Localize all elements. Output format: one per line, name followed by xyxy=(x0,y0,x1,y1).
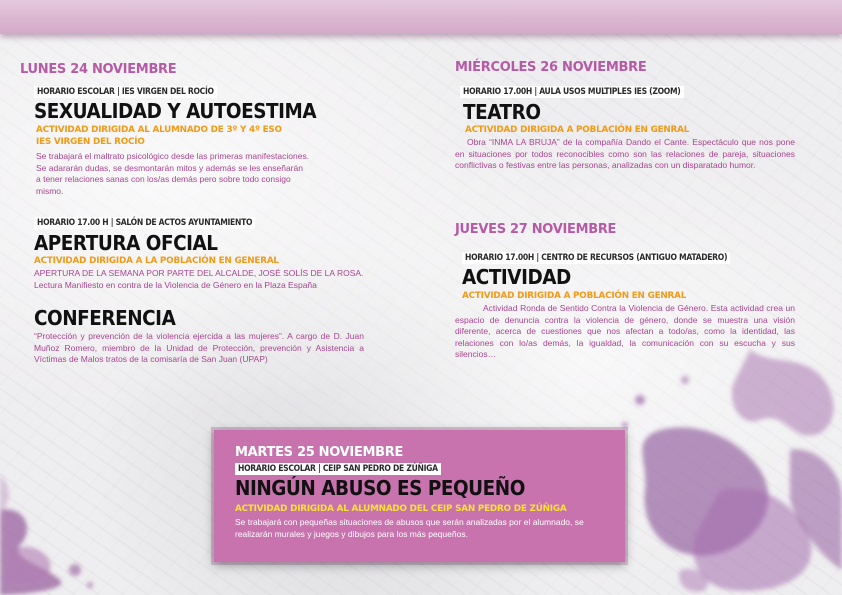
event-audience: ACTIVIDAD DIRIGIDA A POBLACIÓN EN GENRAL xyxy=(465,125,690,135)
text-line: Se adararán dudas, se desmontarán mitos y además se les enseñarán xyxy=(36,162,303,173)
text-line: Lectura Manifiesto en contra de la Violencia de Género en la Plaza España xyxy=(34,279,317,290)
event-description: “Protección y prevención de la violencia ejercida a las mujeres”. A cargo de D. Juan Muñoz Romero, miembro de la Unidad de Protección, prevención y Asistencia a Víctimas de Malos tratos de la comisaría de San Juan (UPAP) xyxy=(34,331,364,364)
event-title: ACTIVIDAD xyxy=(462,265,571,289)
day-heading-tuesday: MARTES 25 NOVIEMBRE xyxy=(235,445,404,460)
text-line: mismo. xyxy=(36,185,64,196)
featured-event-box xyxy=(214,430,625,562)
day-heading-thursday: JUEVES 27 NOVIEMBRE xyxy=(455,222,617,237)
event-description: Actividad Ronda de Sentido Contra la Violencia de Género. Esta actividad crea un espacio de denuncia contra la violencia de género, donde se muestra una visión diferente, acerca de cuestiones que nos afectan a todo/as, como la identidad, las relaciones con lo/as demás, la igualdad, la comunicación con su escucha y sus silencios… xyxy=(455,303,795,359)
event-description: Obra “INMA LA BRUJA” de la compañía Dando el Cante. Espectáculo que nos pone en situaciones por todos reconocibles como son las relaciones de pareja, situaciones conflictivas o festivas entre las personas, analizadas con un disparatado humor. xyxy=(455,137,795,170)
event-title: CONFERENCIA xyxy=(34,306,176,330)
event-title: TEATRO xyxy=(463,100,541,124)
day-heading-monday: LUNES 24 NOVIEMBRE xyxy=(20,62,177,77)
event-audience: ACTIVIDAD DIRIGIDA AL ALUMNADO DE 3º Y 4º ESO xyxy=(36,125,282,135)
text-line: Se trabajará el maltrato psicológico desde las primeras manifestaciones. xyxy=(36,151,310,161)
event-description xyxy=(36,151,366,197)
event-audience: ACTIVIDAD DIRIGIDA A POBLACIÓN EN GENRAL xyxy=(462,291,687,301)
day-heading-wednesday: MIÉRCOLES 26 NOVIEMBRE xyxy=(455,60,647,75)
event-schedule-tag: HORARIO ESCOLAR | IES VIRGEN DEL ROCÍO xyxy=(34,86,217,98)
event-description: Se trabajará con pequeñas situaciones de abusos que serán analizadas por el alumnado, se realizarán murales y juegos y dibujos para los más pequeños. xyxy=(235,517,584,539)
event-title: SEXUALIDAD Y AUTOESTIMA xyxy=(34,99,317,123)
text-line: a tener relaciones sanas con los/as demás pero sobre todo consigo xyxy=(36,174,291,184)
event-title: NINGÚN ABUSO ES PEQUEÑO xyxy=(235,476,525,500)
top-band xyxy=(0,0,842,34)
event-schedule-tag: HORARIO 17.00 H | SALÓN DE ACTOS AYUNTAMIENTO xyxy=(34,217,255,229)
event-venue: IES VIRGEN DEL ROCÍO xyxy=(36,137,145,147)
event-audience: ACTIVIDAD DIRIGIDA A LA POBLACIÓN EN GENERAL xyxy=(34,256,279,266)
event-audience: ACTIVIDAD DIRIGIDA AL ALUMNADO DEL CEIP SAN PEDRO DE ZÚÑIGA xyxy=(235,504,567,514)
event-description xyxy=(34,268,374,291)
event-schedule-tag: HORARIO 17.00H | CENTRO DE RECURSOS (ANTIGUO MATADERO) xyxy=(462,252,730,264)
text-line: APERTURA DE LA SEMANA POR PARTE DEL ALCALDE, JOSÉ SOLÍS DE LA ROSA. xyxy=(34,268,364,278)
event-schedule-tag: HORARIO ESCOLAR | CEIP SAN PEDRO DE ZÚÑIGA xyxy=(235,463,441,475)
event-schedule-tag: HORARIO 17.00H | AULA USOS MULTIPLES IES (ZOOM) xyxy=(460,86,684,98)
event-title: APERTURA OFCIAL xyxy=(34,231,218,255)
